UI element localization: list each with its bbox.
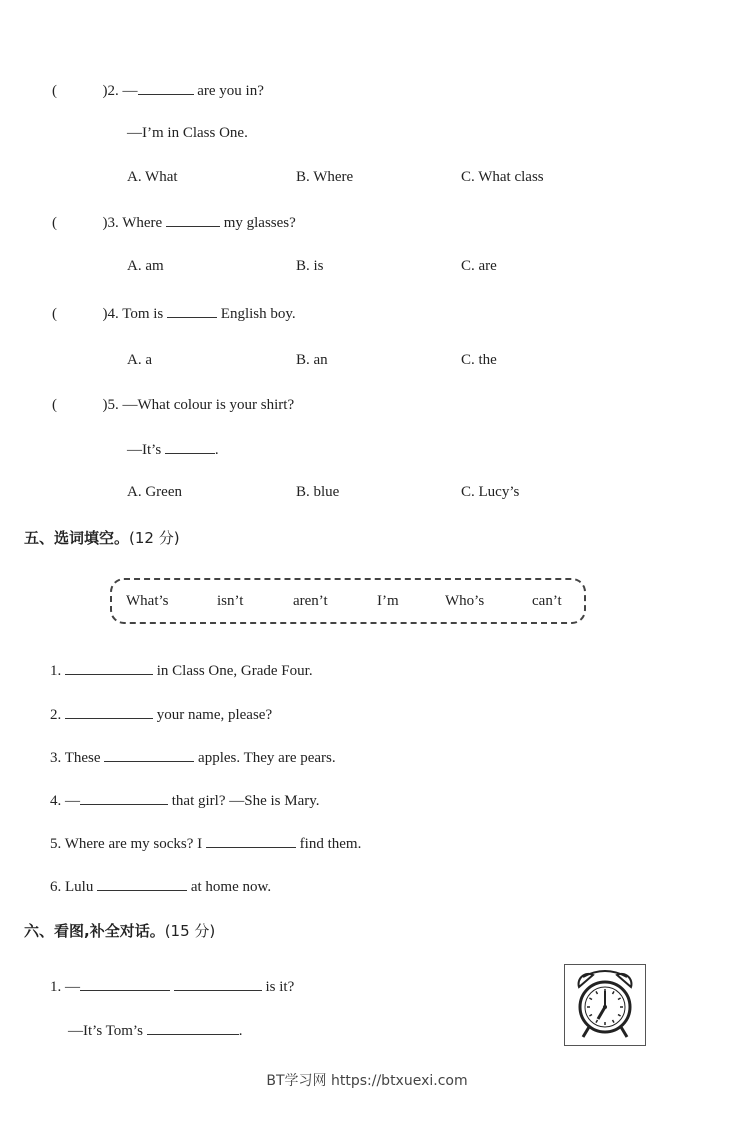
alarm-clock-icon (565, 965, 645, 1045)
item-text: 2. (50, 707, 65, 723)
fill-item-2 (50, 704, 272, 725)
fill-blank[interactable] (97, 876, 187, 891)
question-text: 3. Where (107, 215, 166, 231)
section-title: 五、选词填空。 (24, 529, 130, 547)
item-text: in Class One, Grade Four. (153, 663, 313, 679)
fill-blank[interactable] (65, 660, 153, 675)
fill-blank[interactable] (167, 303, 217, 318)
question-text: my glasses? (219, 215, 296, 231)
answer-paren-open: ( (52, 306, 57, 322)
item-text: that girl? —She is Mary. (168, 793, 320, 809)
answer-paren-open: ( (52, 397, 57, 413)
alarm-clock-picture (564, 964, 646, 1046)
option-b: B. blue (296, 484, 340, 500)
item-text: 6. Lulu (50, 879, 98, 895)
option-b: B. an (296, 352, 328, 368)
fill-blank[interactable] (165, 439, 215, 454)
fill-blank[interactable] (104, 747, 194, 762)
word-bank-item: isn’t (217, 593, 244, 609)
question-4 (52, 303, 296, 324)
section-score: (12 分) (129, 529, 180, 547)
item-text: 4. — (50, 793, 80, 809)
word-bank-item: aren’t (293, 593, 328, 609)
fill-item-4 (50, 790, 320, 811)
fill-item-6 (50, 876, 271, 897)
option-c: C. What class (461, 169, 544, 185)
dialogue-text: 1. — (50, 979, 80, 995)
answer-paren-close: ) (102, 215, 108, 231)
dialogue-text: is it? (261, 979, 295, 995)
fill-item-3 (50, 747, 336, 768)
dialogue-text: —It’s Tom’s (68, 1023, 147, 1039)
question-text: English boy. (217, 306, 296, 322)
option-b: B. Where (296, 169, 354, 185)
fill-item-1 (50, 660, 313, 681)
option-c: C. are (461, 258, 497, 274)
fill-blank[interactable] (138, 80, 194, 95)
word-bank-item: Who’s (445, 593, 485, 609)
fill-item-5 (50, 833, 361, 854)
section-score: (15 分) (164, 922, 216, 940)
word-bank-item: What’s (126, 593, 169, 609)
footer-watermark: BT学习网 https://btxuexi.com (266, 1073, 468, 1089)
word-bank-box (110, 578, 586, 624)
option-a: A. What (127, 169, 178, 185)
option-c: C. Lucy’s (461, 484, 520, 500)
question-text: 2. — (107, 83, 138, 99)
dialogue-question-1 (50, 976, 294, 997)
fill-blank[interactable] (206, 833, 296, 848)
item-text: your name, please? (153, 707, 273, 723)
section-5-heading (24, 527, 180, 548)
question-2-reply: —I’m in Class One. (127, 125, 248, 141)
answer-paren-open: ( (52, 215, 57, 231)
item-text: 5. Where are my socks? I (50, 836, 206, 852)
section-title: 六、看图,补全对话。 (24, 922, 165, 940)
question-text: 4. Tom is (107, 306, 168, 322)
word-bank-item: I’m (377, 593, 399, 609)
answer-paren-close: ) (102, 397, 108, 413)
item-text: 3. These (50, 750, 105, 766)
question-5 (52, 395, 294, 415)
item-text: find them. (295, 836, 362, 852)
question-2 (52, 80, 264, 101)
question-text: are you in? (193, 83, 264, 99)
question-text: 5. —What colour is your shirt? (107, 397, 295, 413)
answer-paren-open: ( (52, 83, 57, 99)
option-b: B. is (296, 258, 324, 274)
reply-text: . (214, 442, 219, 458)
fill-blank[interactable] (80, 976, 170, 991)
fill-blank[interactable] (174, 976, 262, 991)
option-a: A. a (127, 352, 152, 368)
fill-blank[interactable] (80, 790, 168, 805)
dialogue-answer-1 (68, 1020, 242, 1041)
option-a: A. am (127, 258, 164, 274)
fill-blank[interactable] (65, 704, 153, 719)
item-text: at home now. (187, 879, 272, 895)
question-3 (52, 212, 296, 233)
dialogue-text: . (238, 1023, 243, 1039)
option-a: A. Green (127, 484, 182, 500)
item-text: 1. (50, 663, 65, 679)
option-c: C. the (461, 352, 497, 368)
answer-paren-close: ) (102, 83, 108, 99)
word-bank-item: can’t (532, 593, 562, 609)
fill-blank[interactable] (147, 1020, 239, 1035)
question-5-reply (127, 439, 219, 460)
answer-paren-close: ) (102, 306, 108, 322)
item-text: apples. They are pears. (194, 750, 336, 766)
section-6-heading (24, 920, 215, 941)
reply-text: —It’s (127, 442, 165, 458)
fill-blank[interactable] (166, 212, 220, 227)
